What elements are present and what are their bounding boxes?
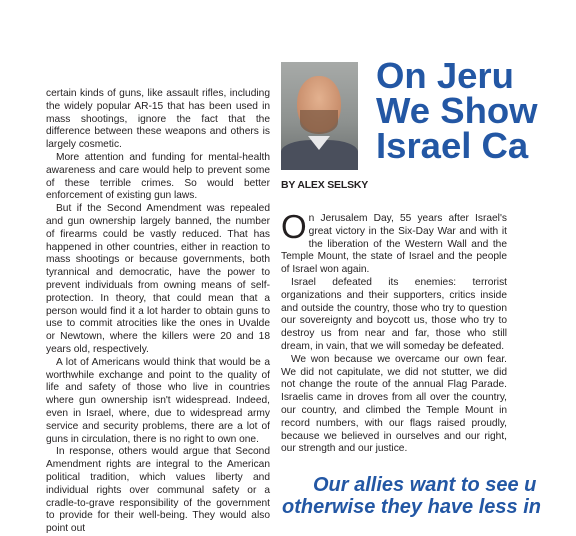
pull-quote <box>282 474 541 518</box>
left-paragraph-3: But if the Second Amendment was repealed and gun ownership largely banned, the number of firearms could be vastly reduced. That has happened in other countries, either in reaction to mass shootings or because governments, both tyrannical and democratic, have the power to prevent individuals from owning means of self-protection. In theory, that could mean that a person would find it a lot harder to obtain guns to use to commit atrocities like the ones in Uvalde or Newtown, where the killers were 20 and 18 years old, respectively. <box>46 203 270 355</box>
left-paragraph-2: More attention and funding for mental-health awareness and care would help to prevent some of these terrible crimes. So would better enforcement of existing gun laws. <box>46 151 270 202</box>
lead-paragraph-text: n Jerusalem Day, 55 years after Israel's great victory in the Six-Day War and with it the liberation of the Western Wall and the Temple Mount, the state of Israel and the people of Israel won again. <box>281 213 507 276</box>
author-photo <box>281 62 358 163</box>
right-paragraph-2: Israel defeated its enemies: terrorist organizations and their supporters, critics inside and outside the country, those who try to question our sovereignty and boycott us, those who try to destroy us from near and far, those who still dream, in vain, that we will someday be defeated. <box>281 276 507 352</box>
article-headline <box>376 55 576 166</box>
article-byline: BY ALEX SELSKY <box>281 179 369 191</box>
right-article-column <box>281 208 507 456</box>
pull-quote-line-2: otherwise they have less in <box>282 496 541 518</box>
left-article-column <box>46 88 270 536</box>
headline-line-2: We Show <box>376 90 538 131</box>
headline-line-1: On Jeru <box>376 55 514 96</box>
author-photo-beard <box>300 110 338 134</box>
right-paragraph-3: We won because we overcame our own fear. We did not capitulate, we did not stutter, we did not change the route of the annual Flag Parade. Israelis came in droves from all over the country, our country, and climbed the Temple Mount in record numbers, with our flags raised proudly, because we believed in ourselves and our right, our strength and our justice. <box>281 353 507 455</box>
left-paragraph-1: certain kinds of guns, like assault rifles, including the widely popular AR-15 that has been used in mass shootings, ignore the fact that the difference between these weapons and others is largely cosmetic. <box>46 88 270 151</box>
pull-quote-line-1: Our allies want to see u <box>313 474 537 496</box>
left-paragraph-5: In response, others would argue that Second Amendment rights are integral to the American political tradition, which values liberty and individual rights over communal safety or a cradle-to-grave responsibility of the government to provide for their well-being. They would also point out <box>46 446 270 535</box>
lead-paragraph <box>281 208 507 277</box>
left-paragraph-4: A lot of Americans would think that would be a worthwhile exchange and point to the quality of life and safety of those who live in countries where gun ownership isn't widespread. Indeed, even in Israel, where, due to widespread army service and security problems, there are a lot of guns in circulation, there is no right to own one. <box>46 356 270 445</box>
drop-cap: O <box>281 208 307 245</box>
headline-line-3: Israel Ca <box>376 125 529 166</box>
